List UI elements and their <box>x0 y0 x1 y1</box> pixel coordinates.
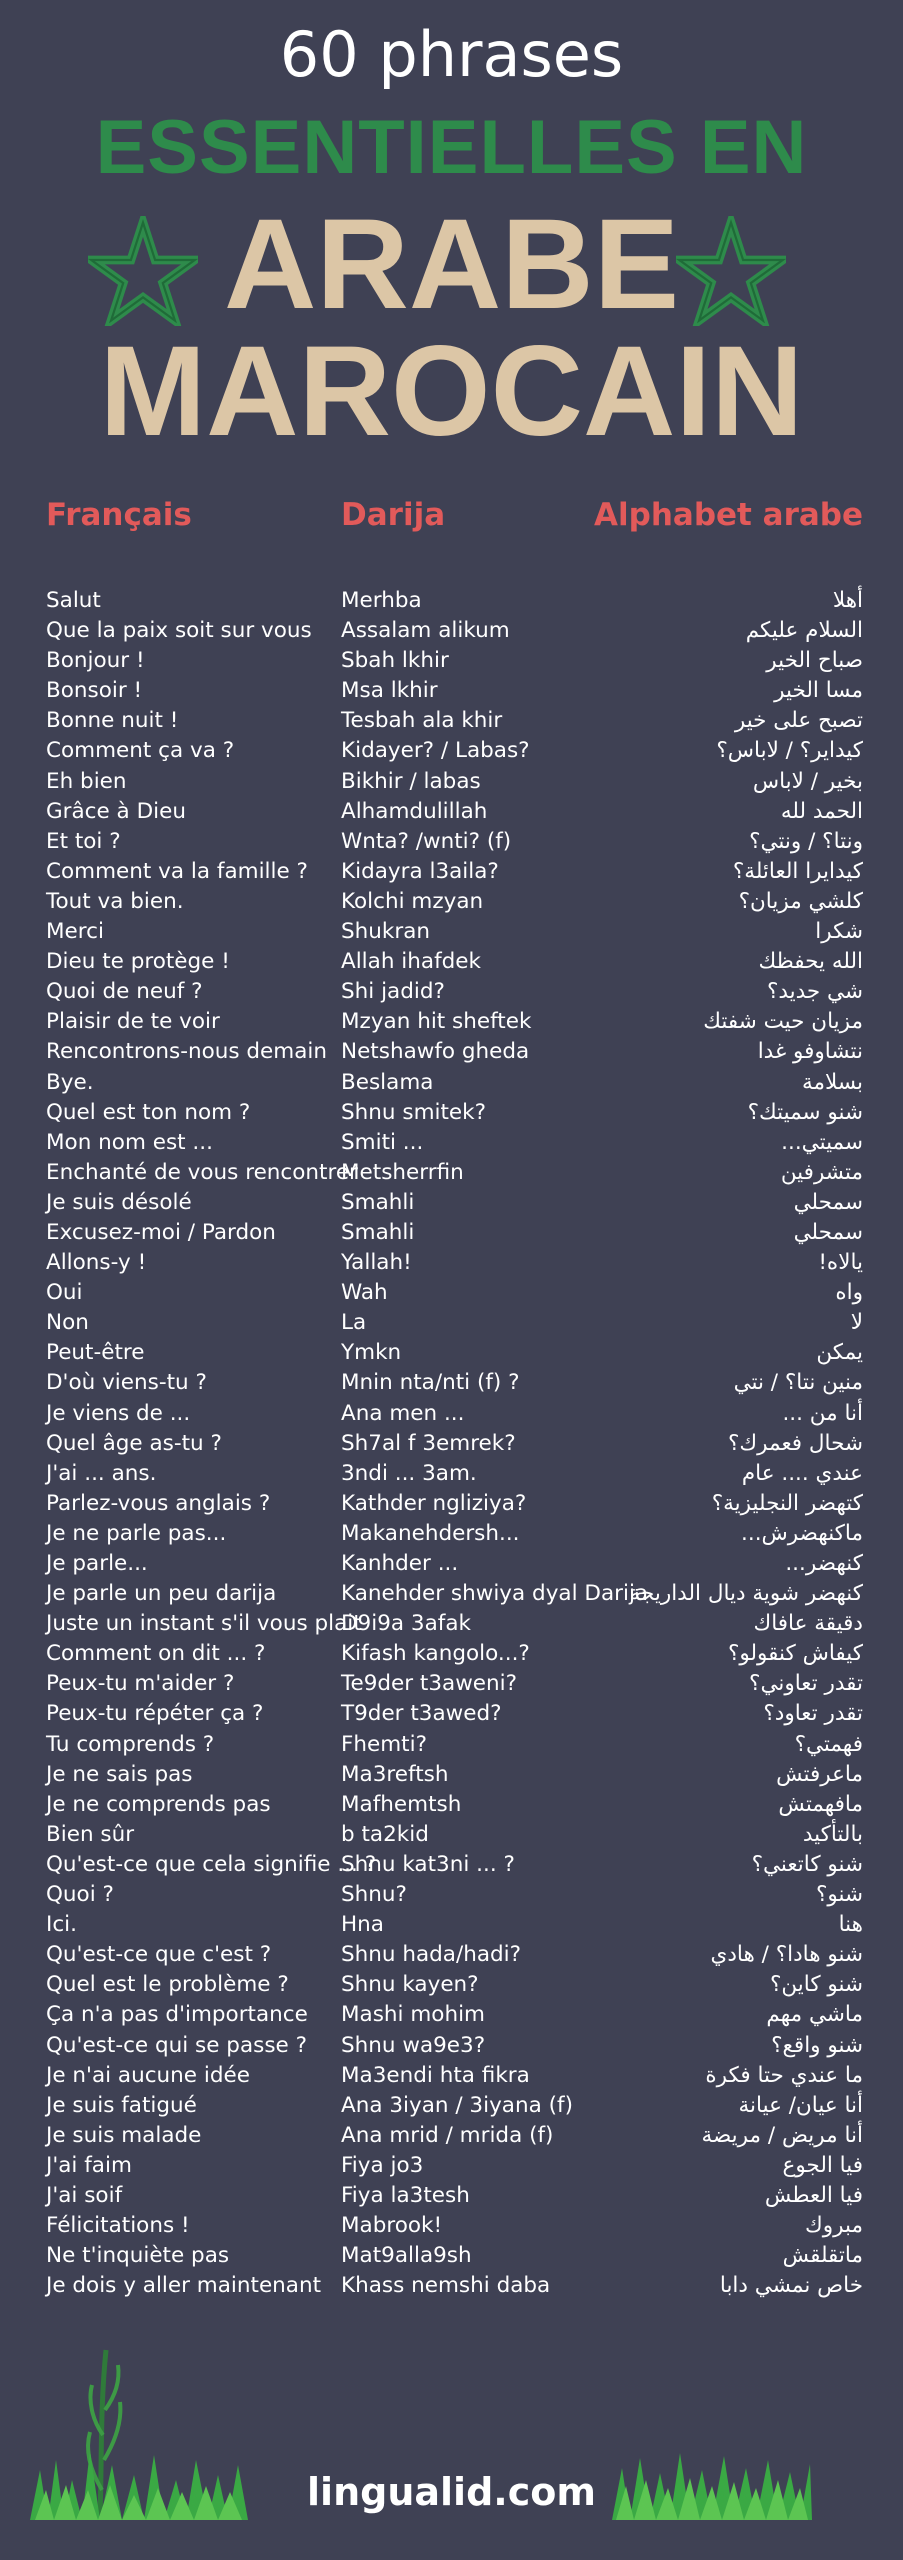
french-phrase: Excusez-moi / Pardon <box>46 1219 276 1245</box>
french-phrase: Salut <box>46 588 101 613</box>
darija-phrase: Bikhir / labas <box>341 768 481 794</box>
arabic-phrase: تقدر تعاود؟ <box>763 1701 863 1727</box>
french-phrase: Qu'est-ce que c'est ? <box>46 1942 272 1968</box>
french-phrase: Ça n'a pas d'importance <box>46 2002 308 2028</box>
darija-phrase: Wnta? /wnti? (f) <box>341 828 512 854</box>
darija-phrase: Shnu? <box>341 1882 407 1908</box>
title-line-4: MAROCAIN <box>99 320 804 463</box>
french-phrase: Comment ça va ? <box>46 738 235 764</box>
darija-phrase: Fhemti? <box>341 1731 427 1757</box>
arabic-phrase: منين نتا؟ / نتي <box>733 1370 863 1396</box>
darija-phrase: Shnu wa9e3? <box>341 2032 486 2058</box>
darija-phrase: Shi jadid? <box>341 979 445 1005</box>
arabic-phrase: كيفاش كنقولو؟ <box>727 1641 863 1667</box>
arabic-phrase: الله يحفظك <box>758 949 863 975</box>
french-phrase: Et toi ? <box>46 828 121 854</box>
darija-phrase: Kidayra l3aila? <box>341 858 499 884</box>
arabic-phrase: شنو كاين؟ <box>770 1972 863 1998</box>
french-phrase: Ne t'inquiète pas <box>46 2243 230 2269</box>
column-header-darija: Darija <box>341 497 446 533</box>
darija-phrase: Allah ihafdek <box>341 949 481 975</box>
title-line-1: 60 phrases <box>279 18 624 91</box>
french-phrase: J'ai soif <box>46 2182 123 2208</box>
arabic-phrase: ماشي مهم <box>766 2002 863 2028</box>
french-phrase: Je n'ai aucune idée <box>46 2062 250 2088</box>
arabic-phrase: فيا الجوع <box>782 2152 863 2178</box>
title-line-2: ESSENTIELLES EN <box>95 105 808 190</box>
arabic-phrase: بالتأكيد <box>802 1821 863 1847</box>
arabic-phrase: تصبح على خير <box>734 708 863 734</box>
french-phrase: Grâce à Dieu <box>46 798 186 824</box>
arabic-phrase: كيدايرا العائلة؟ <box>732 858 863 884</box>
arabic-phrase: لا <box>850 1310 863 1336</box>
darija-phrase: Msa lkhir <box>341 678 438 704</box>
arabic-phrase: كنهضر... <box>785 1551 863 1576</box>
darija-phrase: Wah <box>341 1280 388 1306</box>
arabic-phrase: مافهمتش <box>778 1791 863 1817</box>
french-phrase: Je suis fatigué <box>46 2092 197 2118</box>
arabic-phrase: أنا مريض / مريضة <box>701 2122 863 2148</box>
arabic-phrase: فيا العطش <box>764 2182 863 2208</box>
darija-phrase: Mabrook! <box>341 2213 443 2239</box>
arabic-phrase: بسلامة <box>801 1069 863 1095</box>
arabic-phrase: شنو واقع؟ <box>771 2032 863 2058</box>
arabic-phrase: سمحلي <box>793 1219 863 1245</box>
darija-phrase: Merhba <box>341 588 422 613</box>
french-phrase: Je suis malade <box>46 2122 202 2148</box>
french-phrase: J'ai faim <box>46 2152 132 2178</box>
arabic-phrase: تقدر تعاوني؟ <box>749 1671 863 1697</box>
darija-phrase: Fiya jo3 <box>341 2152 424 2178</box>
darija-phrase: Tesbah ala khir <box>341 708 503 734</box>
french-phrase: Je parle un peu darija <box>46 1581 277 1607</box>
arabic-phrase: نتشاوفو غدا <box>757 1039 863 1065</box>
french-phrase: Quel est ton nom ? <box>46 1099 251 1125</box>
french-phrase: Qu'est-ce qui se passe ? <box>46 2032 308 2058</box>
arabic-phrase-list <box>613 586 863 2301</box>
darija-phrase: Ma3reftsh <box>341 1761 449 1787</box>
darija-phrase: Sbah lkhir <box>341 648 449 674</box>
footer-site-link[interactable]: lingualid.com <box>307 2470 596 2514</box>
arabic-phrase: الحمد لله <box>780 798 863 824</box>
darija-phrase: Ana mrid / mrida (f) <box>341 2122 554 2148</box>
french-phrase: Tu comprends ? <box>46 1731 215 1757</box>
french-phrase: Juste un instant s'il vous plait <box>46 1611 362 1637</box>
arabic-phrase: شنو سميتك؟ <box>747 1099 863 1125</box>
french-phrase: Je dois y aller maintenant <box>46 2273 322 2299</box>
darija-phrase: Kanehder shwiya dyal Darija <box>341 1581 649 1607</box>
darija-phrase: 3ndi ... 3am. <box>341 1460 477 1486</box>
darija-phrase: Shnu kayen? <box>341 1972 479 1998</box>
darija-phrase: Fiya la3tesh <box>341 2182 470 2208</box>
french-phrase: Allons-y ! <box>46 1250 147 1276</box>
darija-phrase: Mafhemtsh <box>341 1791 462 1817</box>
arabic-phrase: متشرفين <box>780 1159 863 1185</box>
french-phrase: Quel âge as-tu ? <box>46 1430 222 1456</box>
french-phrase: Je viens de ... <box>46 1400 191 1426</box>
arabic-phrase: السلام عليكم <box>745 618 863 644</box>
arabic-phrase: أنا عيان/ عيانة <box>738 2092 863 2118</box>
arabic-phrase: يمكن <box>816 1340 863 1366</box>
arabic-phrase: كلشي مزيان؟ <box>738 888 863 914</box>
arabic-phrase: بخير / لاباس <box>752 768 863 794</box>
darija-phrase: La <box>341 1310 367 1336</box>
darija-phrase: Kifash kangolo...? <box>341 1641 530 1667</box>
french-phrase: Mon nom est ... <box>46 1129 213 1155</box>
darija-phrase: Sh7al f 3emrek? <box>341 1430 516 1456</box>
french-phrase: Oui <box>46 1280 83 1306</box>
french-phrase: Peux-tu répéter ça ? <box>46 1701 264 1727</box>
french-phrase: Enchanté de vous rencontrer <box>46 1159 358 1185</box>
darija-phrase: Metsherrfin <box>341 1159 464 1185</box>
darija-phrase: Kolchi mzyan <box>341 888 484 914</box>
arabic-phrase: مبروك <box>805 2213 863 2239</box>
column-header-arabic: Alphabet arabe <box>594 497 863 533</box>
darija-phrase: Shnu smitek? <box>341 1099 486 1125</box>
darija-phrase: Ymkn <box>341 1340 402 1366</box>
french-phrase: D'où viens-tu ? <box>46 1370 207 1396</box>
french-phrase: Bye. <box>46 1069 94 1095</box>
darija-phrase: Shnu kat3ni ... ? <box>341 1851 515 1877</box>
arabic-phrase: شنو هادا؟ / هادي <box>710 1942 863 1968</box>
arabic-phrase: هنا <box>838 1912 863 1938</box>
darija-phrase: Ana men ... <box>341 1400 465 1426</box>
french-phrase: Quoi de neuf ? <box>46 979 203 1005</box>
arabic-phrase: كتهضر النجليزية؟ <box>711 1490 863 1516</box>
darija-phrase: Beslama <box>341 1069 434 1095</box>
arabic-phrase: ماتقلقش <box>782 2243 863 2269</box>
french-phrase: Que la paix soit sur vous <box>46 618 312 644</box>
french-phrase: Dieu te protège ! <box>46 949 230 975</box>
darija-phrase: Smiti ... <box>341 1129 424 1155</box>
french-phrase: Non <box>46 1310 89 1336</box>
darija-phrase: Makanehdersh... <box>341 1520 520 1546</box>
darija-phrase: b ta2kid <box>341 1821 429 1847</box>
french-phrase: Je ne comprends pas <box>46 1791 271 1817</box>
french-phrase: Bonsoir ! <box>46 678 143 704</box>
french-phrase: Je suis désolé <box>46 1189 192 1215</box>
darija-phrase: Mat9alla9sh <box>341 2243 472 2269</box>
arabic-phrase: شكرا <box>815 919 863 945</box>
arabic-phrase: شحال فعمرك؟ <box>728 1430 863 1456</box>
arabic-phrase: أهلا <box>832 588 863 613</box>
arabic-phrase: خاص نمشي دابا <box>719 2273 863 2299</box>
darija-phrase: Shukran <box>341 919 430 945</box>
darija-phrase: Smahli <box>341 1219 415 1245</box>
darija-phrase: Mnin nta/nti (f) ? <box>341 1370 520 1396</box>
french-phrase: J'ai ... ans. <box>46 1460 157 1486</box>
darija-phrase: Kathder ngliziya? <box>341 1490 527 1516</box>
darija-phrase: Hna <box>341 1912 384 1938</box>
arabic-phrase: كيداير؟ / لاباس؟ <box>716 738 863 764</box>
french-phrase: Parlez-vous anglais ? <box>46 1490 271 1516</box>
darija-phrase: Te9der t3aweni? <box>341 1671 518 1697</box>
french-phrase: Tout va bien. <box>46 888 184 914</box>
arabic-phrase: أنا من ... <box>782 1400 863 1426</box>
arabic-phrase: مسا الخير <box>774 678 863 704</box>
darija-phrase: Mashi mohim <box>341 2002 486 2028</box>
french-phrase: Comment on dit ... ? <box>46 1641 266 1667</box>
arabic-phrase: سميتي... <box>781 1129 863 1155</box>
arabic-phrase: سمحلي <box>793 1189 863 1215</box>
darija-phrase: Yallah! <box>341 1250 412 1276</box>
darija-phrase: Assalam alikum <box>341 618 510 644</box>
french-phrase: Comment va la famille ? <box>46 858 308 884</box>
darija-phrase: D9i9a 3afak <box>341 1611 471 1637</box>
arabic-phrase: فهمتي؟ <box>794 1731 863 1757</box>
french-phrase: Quel est le problème ? <box>46 1972 289 1998</box>
darija-phrase: Kidayer? / Labas? <box>341 738 530 764</box>
arabic-phrase: شنو كاتعني؟ <box>751 1851 863 1877</box>
arabic-phrase: ما عندي حتا فكرة <box>705 2062 863 2088</box>
arabic-phrase: ماعرفتش <box>776 1761 863 1787</box>
darija-phrase: T9der t3awed? <box>341 1701 502 1727</box>
french-phrase: Ici. <box>46 1912 77 1938</box>
french-phrase: Qu'est-ce que cela signifie ... ? <box>46 1851 377 1877</box>
arabic-phrase: صباح الخير <box>766 648 863 674</box>
french-phrase: Bonjour ! <box>46 648 145 674</box>
french-phrase: Eh bien <box>46 768 127 794</box>
darija-phrase: Kanhder ... <box>341 1551 459 1576</box>
darija-phrase: Alhamdulillah <box>341 798 488 824</box>
french-phrase: Rencontrons-nous demain <box>46 1039 328 1065</box>
darija-phrase: Mzyan hit sheftek <box>341 1009 532 1035</box>
arabic-phrase: يالاه! <box>818 1250 863 1276</box>
darija-phrase: Ma3endi hta fikra <box>341 2062 530 2088</box>
french-phrase: Quoi ? <box>46 1882 114 1908</box>
french-phrase: Bien sûr <box>46 1821 135 1847</box>
french-phrase: Bonne nuit ! <box>46 708 179 734</box>
darija-phrase: Shnu hada/hadi? <box>341 1942 522 1968</box>
french-phrase: Merci <box>46 919 104 945</box>
arabic-phrase: شنو؟ <box>815 1882 863 1908</box>
french-phrase: Peux-tu m'aider ? <box>46 1671 235 1697</box>
arabic-phrase: ماكنهضرش... <box>741 1520 863 1546</box>
arabic-phrase: شي جديد؟ <box>766 979 863 1005</box>
darija-phrase: Khass nemshi daba <box>341 2273 551 2299</box>
darija-phrase: Ana 3iyan / 3iyana (f) <box>341 2092 573 2118</box>
arabic-phrase: عندي .... عام <box>741 1460 863 1486</box>
darija-phrase: Netshawfo gheda <box>341 1039 530 1065</box>
column-header-french: Français <box>46 497 192 533</box>
french-phrase: Je ne parle pas... <box>46 1520 227 1546</box>
title-line-3: ARABE <box>223 193 680 336</box>
french-phrase: Peut-être <box>46 1340 145 1366</box>
arabic-phrase: ونتا؟ / ونتي؟ <box>749 828 863 854</box>
french-phrase: Félicitations ! <box>46 2213 190 2239</box>
french-phrase: Je parle... <box>46 1551 148 1576</box>
french-phrase: Je ne sais pas <box>46 1761 193 1787</box>
arabic-phrase: دقيقة عافاك <box>753 1611 863 1637</box>
darija-phrase: Smahli <box>341 1189 415 1215</box>
arabic-phrase: كنهضر شوية ديال الداريجة <box>629 1581 863 1607</box>
french-phrase: Plaisir de te voir <box>46 1009 220 1035</box>
arabic-phrase: واه <box>835 1280 863 1306</box>
arabic-phrase: مزيان حيت شفتك <box>703 1009 863 1035</box>
